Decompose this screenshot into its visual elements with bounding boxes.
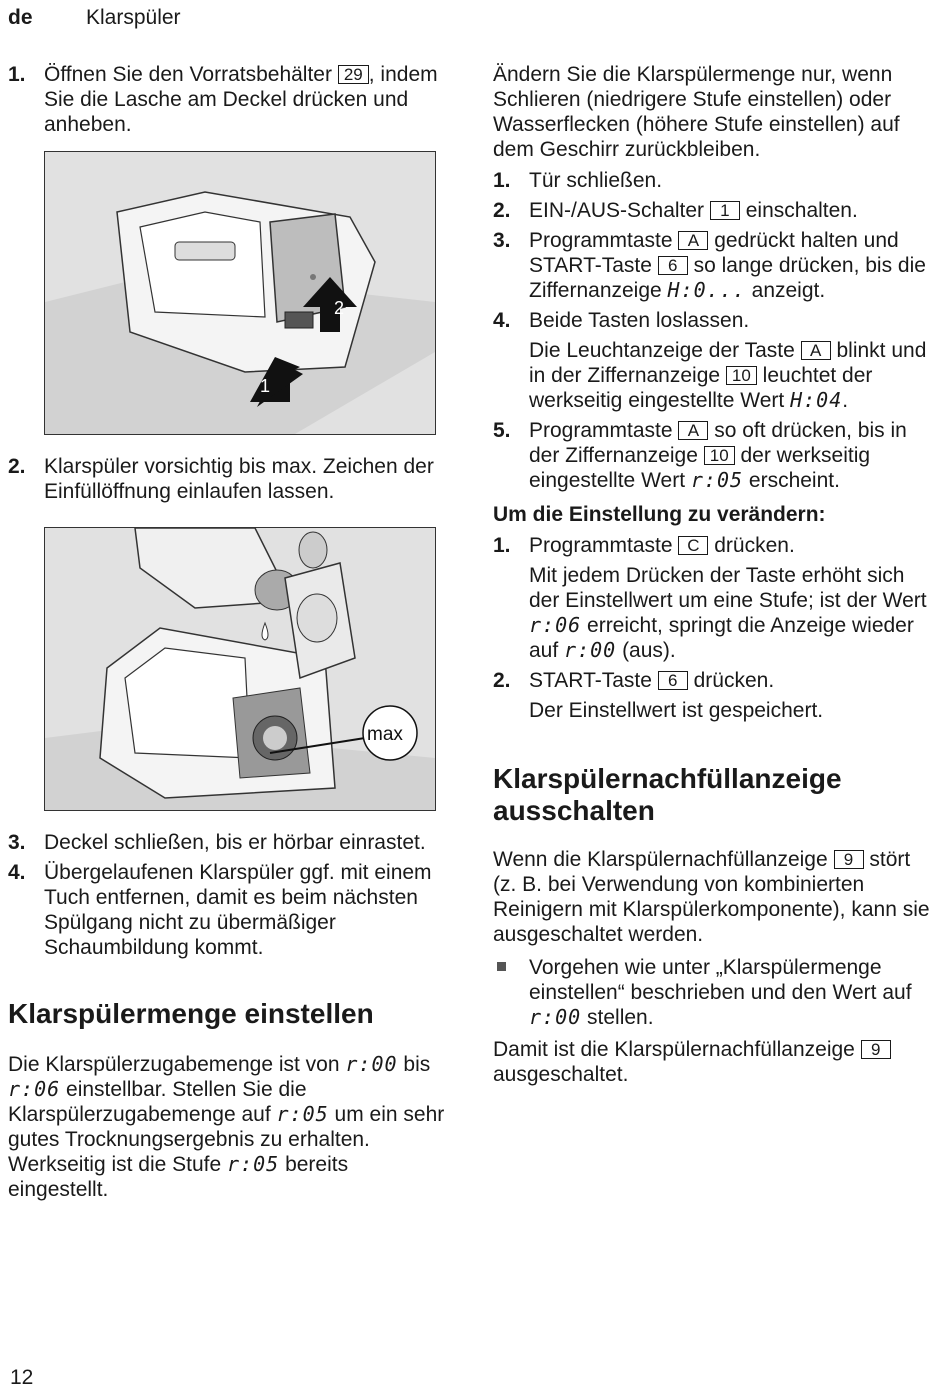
step-3: 3. Deckel schließen, bis er hörbar einrastet. bbox=[8, 831, 426, 854]
digit-display: H:0... bbox=[667, 278, 746, 302]
ref-box: C bbox=[678, 536, 708, 555]
step-1: 1. Öffnen Sie den Vorratsbehälter 29 , indem Sie die Lasche am Deckel drücken und anheben. bbox=[8, 63, 438, 136]
section-title: Klarspüler bbox=[86, 6, 181, 29]
step-c2: 2. START-Taste 6 drücken. bbox=[493, 669, 775, 692]
ref-box: 10 bbox=[726, 366, 757, 385]
right-column bbox=[493, 62, 933, 1087]
step-c1: 1. Programmtaste C drücken. bbox=[493, 534, 795, 557]
page-header bbox=[8, 6, 181, 30]
heading-nachfuellanzeige: Klarspülernachfüllanzeige ausschalten bbox=[493, 763, 842, 826]
bullet-item: Vorgehen wie unter „Klarspülermenge einstellen“ beschrieben und den Wert auf r:00 stellen. bbox=[493, 955, 933, 1030]
fill-rinse-aid-illustration bbox=[45, 528, 435, 810]
max-label: max bbox=[367, 724, 403, 745]
step-r3: 3. Programmtaste A gedrückt halten und START-Taste 6 so lange drücken, bis die Ziffernanzeige H:0... anzeigt. bbox=[493, 229, 926, 302]
page-number: 12 bbox=[10, 1366, 34, 1389]
step-number: 1. bbox=[8, 63, 26, 86]
digit-display: r:00 bbox=[564, 638, 617, 662]
digit-display: r:06 bbox=[8, 1077, 61, 1101]
change-setting-heading: Um die Einstellung zu verändern: bbox=[493, 503, 826, 526]
step-4: 4. Übergelaufenen Klarspüler ggf. mit einem Tuch entfernen, damit es beim nächsten Spülgang nicht zu übermäßiger Schaumbildung kommt. bbox=[8, 861, 432, 959]
heading-klarspuelermenge: Klarspülermenge einstellen bbox=[8, 998, 374, 1029]
ref-box: A bbox=[801, 341, 831, 360]
bullet-square-icon bbox=[493, 955, 529, 1030]
ref-box: 29 bbox=[338, 65, 369, 84]
ref-box: 9 bbox=[834, 850, 864, 869]
step-c1-detail: Mit jedem Drücken der Taste erhöht sich der Einstellwert um eine Stufe; ist der Wert r:06 erreicht, springt die Anzeige wieder auf r:00 (aus). bbox=[529, 564, 927, 662]
digit-display: H:04 bbox=[790, 388, 843, 412]
ref-box: 9 bbox=[861, 1040, 891, 1059]
ref-box: 10 bbox=[704, 446, 735, 465]
dispenser-open-illustration bbox=[45, 152, 435, 434]
step-r4-detail: Die Leuchtanzeige der Taste A blinkt und in der Ziffernanzeige 10 leuchtet der werkseitig eingestellte Wert H:04. bbox=[529, 339, 927, 412]
step-r2: 2. EIN-/AUS-Schalter 1 einschalten. bbox=[493, 199, 858, 222]
ref-box: 1 bbox=[710, 201, 740, 220]
nachfuell-paragraph: Wenn die Klarspülernachfüllanzeige 9 stört (z. B. bei Verwendung von kombinierten Reinigern mit Klarspülerkomponente), kann sie ausgeschaltet werden. bbox=[493, 848, 930, 946]
final-paragraph: Damit ist die Klarspülernachfüllanzeige 9 ausgeschaltet. bbox=[493, 1037, 933, 1087]
step-r4: 4. Beide Tasten loslassen. bbox=[493, 309, 750, 332]
intro-paragraph: Die Klarspülerzugabemenge ist von r:00 bis r:06 einstellbar. Stellen Sie die Klarspülerzugabemenge auf r:05 um ein sehr gutes Trocknungsergebnis zu erhalten. Werkseitig ist die Stufe r:05 bereits eingestellt. bbox=[8, 1052, 445, 1201]
digit-display: r:06 bbox=[529, 613, 582, 637]
ref-box: 6 bbox=[658, 671, 688, 690]
figure-fill-rinse-aid bbox=[44, 527, 436, 811]
language-tag: de bbox=[8, 6, 33, 29]
digit-display: r:05 bbox=[690, 468, 744, 492]
digit-display: r:00 bbox=[529, 1005, 582, 1029]
step-c2-detail: Der Einstellwert ist gespeichert. bbox=[529, 699, 824, 722]
intro-text: Ändern Sie die Klarspülermenge nur, wenn Schlieren (niedrigere Stufe einstellen) oder Wasserflecken (höhere Stufe einstellen) auf dem Geschirr zurückbleiben. bbox=[493, 63, 900, 161]
ref-box: A bbox=[678, 421, 708, 440]
step-r1: 1. Tür schließen. bbox=[493, 169, 663, 192]
ref-box: A bbox=[678, 231, 708, 250]
arrow-label-1: 1 bbox=[260, 376, 271, 396]
arrow-label-2: 2 bbox=[334, 298, 345, 318]
digit-display: r:05 bbox=[227, 1152, 280, 1176]
ref-box: 6 bbox=[658, 256, 688, 275]
digit-display: r:05 bbox=[276, 1102, 329, 1126]
step-r5: 5. Programmtaste A so oft drücken, bis in der Ziffernanzeige 10 der werkseitig eingestellte Wert r:05 erscheint. bbox=[493, 419, 907, 492]
digit-display: r:00 bbox=[345, 1052, 398, 1076]
figure-open-dispenser bbox=[44, 151, 436, 435]
step-2: 2. Klarspüler vorsichtig bis max. Zeichen der Einfüllöffnung einlaufen lassen. bbox=[8, 455, 434, 503]
left-column bbox=[8, 62, 448, 1202]
